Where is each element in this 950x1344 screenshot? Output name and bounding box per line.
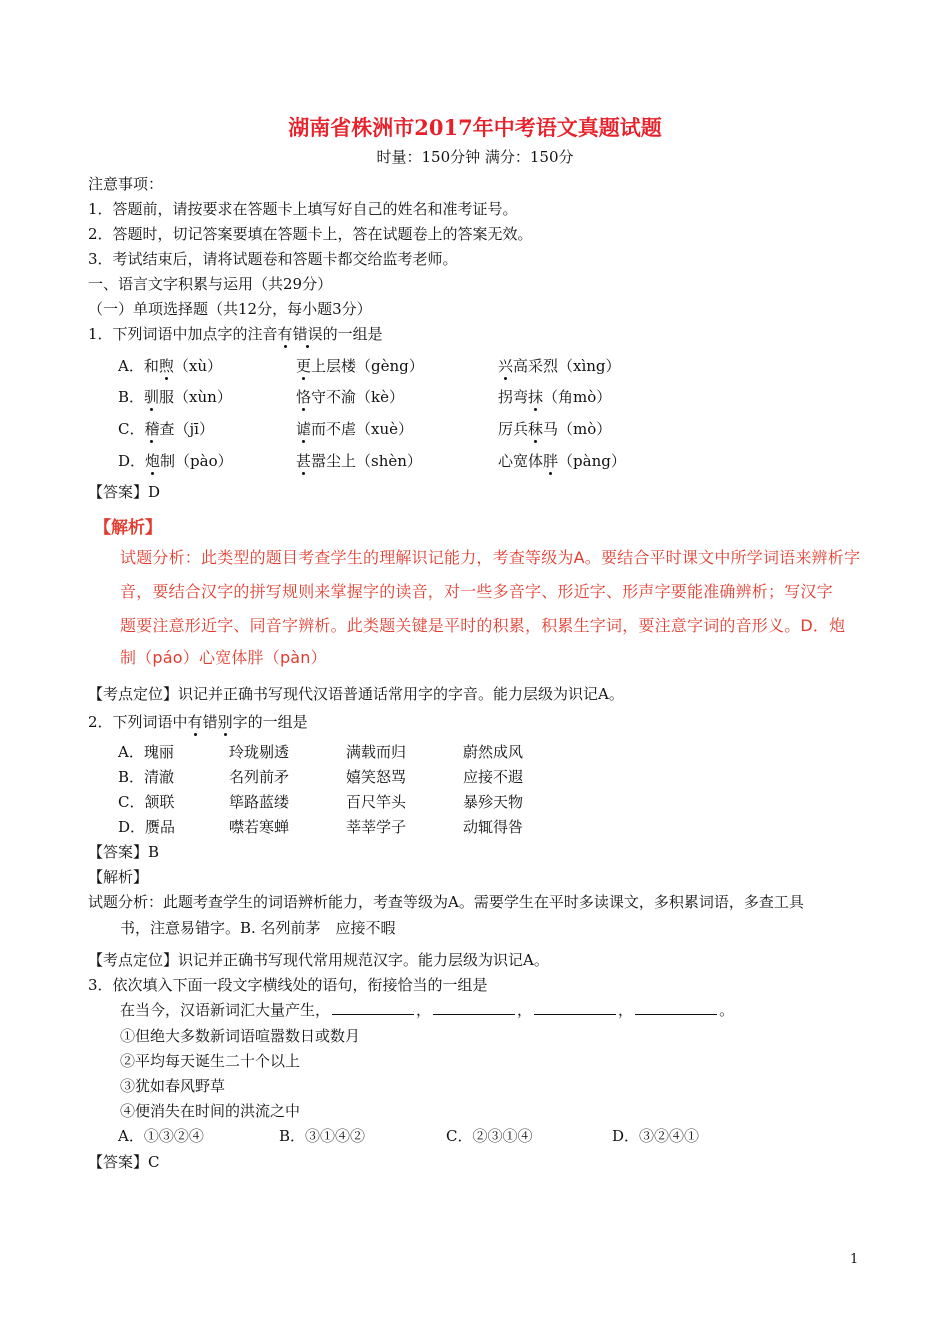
q2-cell: 名列前矛 — [229, 768, 290, 786]
punctuation: ， — [416, 1001, 432, 1019]
emphasis-dot-char: 稽 — [144, 420, 160, 438]
emphasis-dot-char: 错别字 — [202, 713, 248, 731]
emphasis-dot-char: 炮 — [145, 452, 161, 470]
q2-cell: 噤若寒蝉 — [229, 818, 290, 836]
q2-cell: B．清澈 — [118, 768, 175, 786]
punctuation: ， — [517, 1001, 533, 1019]
q1-option-c-word3 — [498, 418, 611, 439]
q1-option-c-word1 — [118, 418, 214, 439]
emphasis-dot-char: 有 — [277, 325, 293, 343]
punctuation: 。 — [719, 1001, 735, 1019]
q2-point: 【考点定位】识记并正确书写现代常用规范汉字。能力层级为识记A。 — [88, 951, 549, 969]
q1-option-d-word2 — [296, 450, 422, 471]
emphasis-dot-char: 恪 — [296, 388, 312, 406]
q2-cell: 莘莘学子 — [346, 818, 407, 836]
q2-cell: 暴殄天物 — [463, 793, 524, 811]
q1-option-c-word2 — [296, 418, 413, 439]
q3-stem: 3．依次填入下面一段文字横线处的语句，衔接恰当的一组是 — [88, 976, 488, 994]
notice-item: 1．答题前，请按要求在答题卡上填写好自己的姓名和准考证号。 — [88, 200, 518, 218]
q3-item: ③犹如春风野草 — [120, 1077, 226, 1095]
text: D． — [118, 452, 146, 470]
emphasis-dot-char: 煦 — [158, 357, 174, 375]
q2-cell: 筚路蓝缕 — [229, 793, 290, 811]
fill-blank — [332, 1000, 414, 1015]
q3-option: B．③①④② — [279, 1127, 366, 1145]
text: 嚣尘上（shèn） — [311, 452, 422, 470]
emphasis-dot-char: 秣 — [528, 420, 544, 438]
q2-cell: D．赝品 — [118, 818, 176, 836]
q2-cell: 满载而归 — [346, 743, 407, 761]
q2-stem-text: 的一组是 — [247, 713, 308, 731]
q2-stem-text: 2．下列词语中 — [88, 713, 188, 731]
q1-option-b-word1 — [118, 386, 232, 407]
text: C． — [118, 420, 145, 438]
q3-passage — [120, 999, 734, 1020]
punctuation: ， — [618, 1001, 634, 1019]
page-number: 1 — [850, 1252, 859, 1267]
q2-answer: 【答案】B — [88, 843, 160, 861]
q1-analysis-line: 制（páo）心宽体胖（pàn） — [120, 648, 327, 667]
q1-point: 【考点定位】识记并正确书写现代汉语普通话常用字的字音。能力层级为识记A。 — [88, 685, 624, 703]
q3-option: D．③②④① — [612, 1127, 700, 1145]
q2-cell: 玲珑剔透 — [229, 743, 290, 761]
emphasis-dot-char: 谑 — [296, 420, 312, 438]
emphasis-dot-char: 错误 — [292, 325, 323, 343]
text: 马（mò） — [543, 420, 612, 438]
text: 查（jī） — [159, 420, 214, 438]
q1-analysis-line: 试题分析：此类型的题目考查学生的理解识记能力，考查等级为A。要结合平时课文中所学词语来辨析字 — [120, 548, 861, 567]
text: 服（xùn） — [159, 388, 232, 406]
q2-analysis-line: 试题分析：此题考查学生的词语辨析能力，考查等级为A。需要学生在平时多读课文，多积累词语，多查工具 — [88, 893, 804, 911]
emphasis-dot-char: 兴 — [498, 357, 514, 375]
q1-analysis-label: 【解析】 — [94, 518, 162, 538]
fill-blank — [635, 1000, 717, 1015]
q1-option-d-word3 — [498, 450, 626, 471]
q2-cell: 动辄得咎 — [463, 818, 524, 836]
q2-cell: 嬉笑怒骂 — [346, 768, 407, 786]
notice-item: 3．考试结束后，请将试题卷和答题卡都交给监考老师。 — [88, 250, 458, 268]
q3-answer: 【答案】C — [88, 1153, 160, 1171]
q1-analysis-line: 音，要结合汉字的拼写规则来掌握字的读音，对一些多音字、形近字、形声字要能准确辨析；写汉字 — [120, 582, 833, 601]
emphasis-dot-char: 甚 — [296, 452, 312, 470]
q2-cell: 百尺竿头 — [346, 793, 407, 811]
q2-cell: 应接不遐 — [463, 768, 524, 786]
q1-option-b-word2 — [296, 386, 404, 407]
page-subtitle: 时量：150分钟 满分：150分 — [376, 148, 574, 166]
q2-cell: 蔚然成风 — [463, 743, 524, 761]
q1-option-a-word1 — [118, 355, 222, 376]
emphasis-dot-char: 更 — [296, 357, 312, 375]
section-subheading: （一）单项选择题（共12分，每小题3分） — [88, 300, 372, 318]
q2-stem — [88, 711, 308, 732]
text: 厉兵 — [498, 420, 529, 438]
text: （xù） — [173, 357, 222, 375]
text: （角mò） — [543, 388, 612, 406]
fill-blank — [534, 1000, 616, 1015]
q1-analysis-line: 题要注意形近字、同音字辨析。此类题关键是平时的积累，积累生字词，要注意字词的音形义。D．炮 — [120, 616, 846, 635]
emphasis-dot-char: 有 — [187, 713, 203, 731]
text: 上层楼（gèng） — [311, 357, 424, 375]
q3-item: ②平均每天诞生二十个以上 — [120, 1052, 301, 1070]
notice-item: 2．答题时，切记答案要填在答题卡上，答在试题卷上的答案无效。 — [88, 225, 533, 243]
text: 守不渝（kè） — [311, 388, 404, 406]
q1-option-d-word1 — [118, 450, 233, 471]
q3-option: A．①③②④ — [118, 1127, 204, 1145]
q1-stem-text: 的一组是 — [322, 325, 383, 343]
text: 制（pào） — [160, 452, 233, 470]
q2-analysis-line: 书，注意易错字。B. 名列前茅 应接不暇 — [120, 919, 396, 937]
q1-answer: 【答案】D — [88, 483, 161, 501]
q3-option: C．②③①④ — [446, 1127, 533, 1145]
q1-option-a-word2 — [296, 355, 424, 376]
fill-blank — [433, 1000, 515, 1015]
emphasis-dot-char: 驯 — [144, 388, 160, 406]
q1-option-b-word3 — [498, 386, 611, 407]
q2-cell: C．颔联 — [118, 793, 175, 811]
text: 高采烈（xìng） — [513, 357, 621, 375]
q3-item: ④便消失在时间的洪流之中 — [120, 1102, 301, 1120]
q1-stem — [88, 323, 383, 344]
emphasis-dot-char: 胖 — [543, 452, 559, 470]
text: A．和 — [118, 357, 159, 375]
q1-option-a-word3 — [498, 355, 621, 376]
text: 拐弯 — [498, 388, 529, 406]
notice-heading: 注意事项： — [88, 175, 164, 193]
page-title: 湖南省株洲市2017年中考语文真题试题 — [288, 115, 662, 140]
q2-analysis-label: 【解析】 — [88, 868, 149, 886]
q3-passage-text: 在当今，汉语新词汇大量产生， — [120, 1001, 331, 1019]
text: 而不虐（xuè） — [311, 420, 414, 438]
text: 心宽体 — [498, 452, 544, 470]
text: B． — [118, 388, 145, 406]
q2-cell: A．瑰丽 — [118, 743, 174, 761]
emphasis-dot-char: 抹 — [528, 388, 544, 406]
q1-stem-text: 1．下列词语中加点字的注音 — [88, 325, 278, 343]
q3-item: ①但绝大多数新词语喧嚣数日或数月 — [120, 1027, 361, 1045]
section-heading: 一、语言文字积累与运用（共29分） — [88, 275, 333, 293]
text: （pàng） — [558, 452, 626, 470]
